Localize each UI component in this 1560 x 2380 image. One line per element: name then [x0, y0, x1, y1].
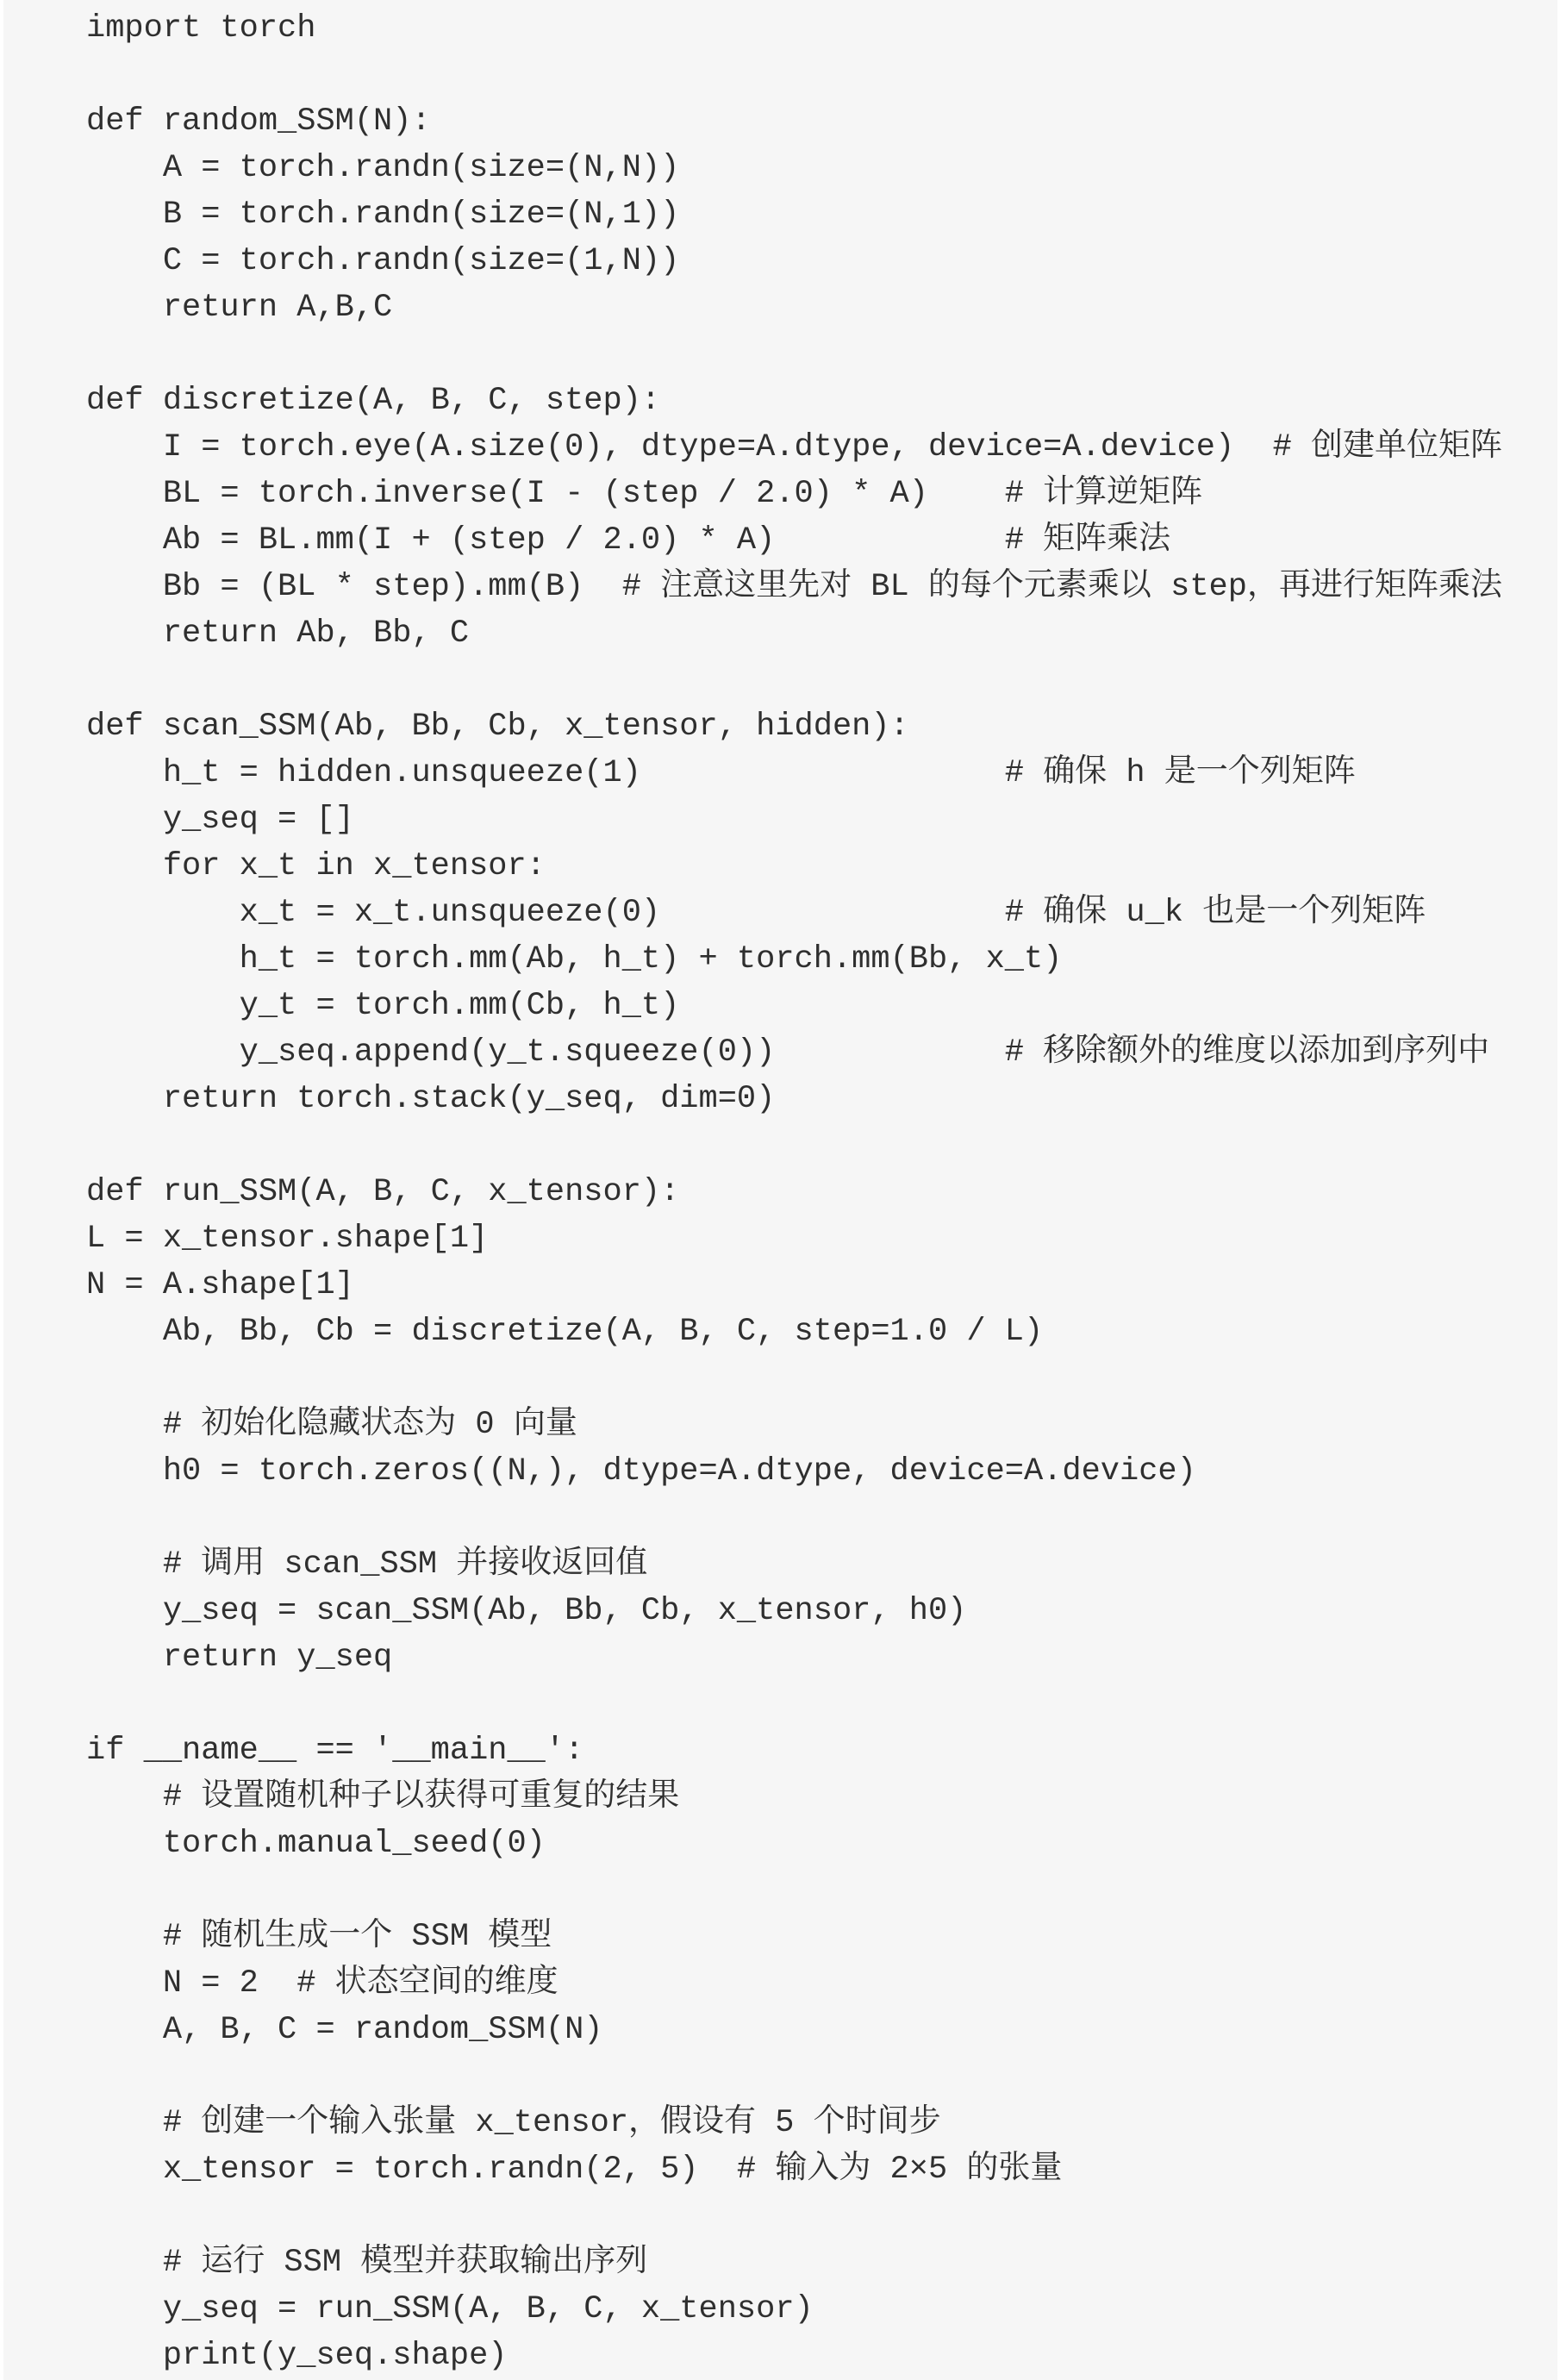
code-line: h_t = torch.mm(Ab, h_t) + torch.mm(Bb, x_t) [86, 941, 1063, 978]
code-line: h0 = torch.zeros((N,), dtype=A.dtype, device=A.device) [86, 1453, 1196, 1490]
code-line: N = 2 # 状态空间的维度 [86, 1965, 558, 2002]
code-block [86, 5, 1502, 2379]
code-line: x_t = x_t.unsqueeze(0) # 确保 u_k 也是一个列矩阵 [86, 895, 1426, 931]
code-line [86, 1495, 1502, 1541]
code-line [86, 331, 1502, 378]
code-line: return Ab, Bb, C [86, 615, 470, 652]
code-line [86, 52, 1502, 98]
code-line: N = A.shape[1] [86, 1267, 354, 1303]
code-line: print(y_seq.shape) [86, 2338, 508, 2374]
code-line [86, 2053, 1502, 2100]
code-line [86, 2193, 1502, 2239]
code-line: B = torch.randn(size=(N,1)) [86, 197, 680, 233]
code-line: A, B, C = random_SSM(N) [86, 2012, 603, 2048]
code-line: Ab = BL.mm(I + (step / 2.0) * A) # 矩阵乘法 [86, 522, 1171, 559]
code-line: def random_SSM(N): [86, 103, 431, 140]
code-line: h_t = hidden.unsqueeze(1) # 确保 h 是一个列矩阵 [86, 755, 1356, 791]
code-line: y_seq = [] [86, 802, 354, 838]
code-line [86, 1355, 1502, 1402]
code-line: # 随机生成一个 SSM 模型 [86, 1919, 552, 1955]
code-line [86, 1867, 1502, 1914]
code-line: if __name__ == '__main__': [86, 1733, 584, 1769]
code-line: torch.manual_seed(0) [86, 1826, 546, 1862]
code-line: y_seq.append(y_t.squeeze(0)) # 移除额外的维度以添加到序列中 [86, 1034, 1490, 1071]
code-line: Bb = (BL * step).mm(B) # 注意这里先对 BL 的每个元素乘以 step，再进行矩阵乘法 [86, 569, 1502, 605]
code-line: L = x_tensor.shape[1] [86, 1221, 489, 1257]
code-line: def run_SSM(A, B, C, x_tensor): [86, 1174, 680, 1210]
code-line: C = torch.randn(size=(1,N)) [86, 243, 680, 279]
code-line: I = torch.eye(A.size(0), dtype=A.dtype, device=A.device) # 创建单位矩阵 [86, 429, 1503, 465]
code-line: y_seq = scan_SSM(Ab, Bb, Cb, x_tensor, h0) [86, 1593, 967, 1629]
code-line: y_t = torch.mm(Cb, h_t) [86, 988, 680, 1024]
code-line: import torch [86, 10, 316, 47]
code-line: # 初始化隐藏状态为 0 向量 [86, 1407, 577, 1443]
code-line [86, 657, 1502, 703]
code-line: # 运行 SSM 模型并获取输出序列 [86, 2245, 648, 2281]
code-line: A = torch.randn(size=(N,N)) [86, 150, 680, 186]
code-line: x_tensor = torch.randn(2, 5) # 输入为 2×5 的张量 [86, 2152, 1063, 2188]
code-line [86, 1122, 1502, 1169]
code-line: # 创建一个输入张量 x_tensor，假设有 5 个时间步 [86, 2105, 941, 2141]
code-line: Ab, Bb, Cb = discretize(A, B, C, step=1.0 / L) [86, 1314, 1044, 1350]
code-line: return A,B,C [86, 290, 393, 326]
code-line: def scan_SSM(Ab, Bb, Cb, x_tensor, hidden): [86, 709, 909, 745]
code-line: def discretize(A, B, C, step): [86, 383, 661, 419]
code-line: # 设置随机种子以获得可重复的结果 [86, 1779, 680, 1815]
code-line: y_seq = run_SSM(A, B, C, x_tensor) [86, 2291, 814, 2327]
code-line: BL = torch.inverse(I - (step / 2.0) * A) # 计算逆矩阵 [86, 476, 1203, 512]
code-panel [3, 0, 1557, 2380]
code-line: return y_seq [86, 1640, 393, 1676]
code-line [86, 1681, 1502, 1727]
code-line: return torch.stack(y_seq, dim=0) [86, 1081, 776, 1117]
code-line: # 调用 scan_SSM 并接收返回值 [86, 1546, 648, 1583]
code-line: for x_t in x_tensor: [86, 848, 546, 884]
